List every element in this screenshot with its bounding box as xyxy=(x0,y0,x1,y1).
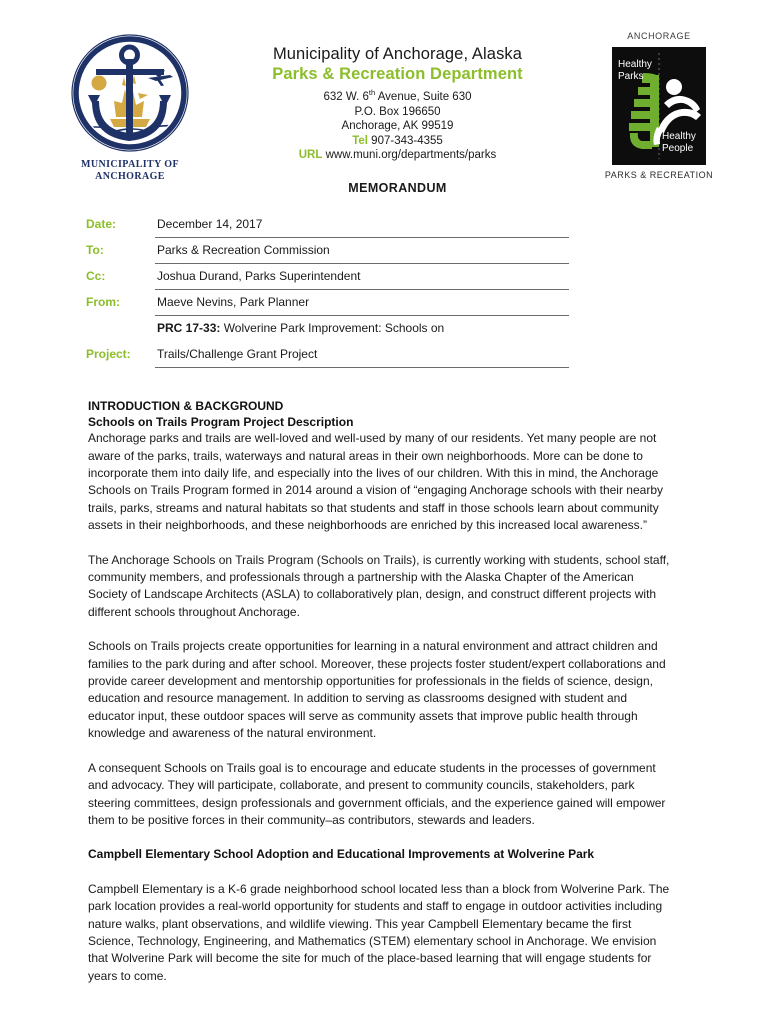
address-line-url xyxy=(205,148,590,163)
heading-program-description: Schools on Trails Program Project Description xyxy=(88,414,354,429)
hp-logo-top-caption: ANCHORAGE xyxy=(627,31,691,41)
healthy-parks-healthy-people-logo xyxy=(604,31,714,193)
memo-value-cc[interactable]: Joshua Durand, Parks Superintendent xyxy=(157,269,361,283)
tel-label: Tel xyxy=(352,134,368,147)
anchorage-seal-icon xyxy=(70,33,190,153)
address-line-street xyxy=(205,90,590,105)
memo-rule-cc xyxy=(155,289,569,290)
memo-label-to: To: xyxy=(86,243,104,257)
memo-project-title-line1: Wolverine Park Improvement: Schools on xyxy=(220,321,445,335)
svg-text:Parks: Parks xyxy=(618,71,644,82)
document-header xyxy=(0,0,770,205)
memo-label-project: Project: xyxy=(86,347,131,361)
paragraph-1: Anchorage parks and trails are well-loved and well-used by many of our residents. Yet many people are not aware of the parks, trails, waterways and natural areas in their own neighborhoods. More can be done to incorporate them into daily life, and especially into the lives of our children. With this in mind, the Anchorage Schools on Trails Program formed in 2014 around a vision of “engaging Anchorage schools with their nearby trails, parks, streams and natural habitats so that students and staff in those schools learn about community assets in their neighborhoods, and these neighborhoods are enriched by this increased local awareness.” xyxy=(88,431,663,533)
memo-value-date[interactable]: December 14, 2017 xyxy=(157,217,263,231)
hp-logo-bottom-caption: PARKS & RECREATION xyxy=(604,170,714,180)
memo-row-date xyxy=(86,215,570,241)
address-street-post: Avenue, Suite 630 xyxy=(375,91,472,103)
svg-text:Healthy: Healthy xyxy=(662,131,696,142)
address-line-pobox: P.O. Box 196650 xyxy=(354,105,441,118)
memo-row-project-line1 xyxy=(86,319,570,345)
paragraph-5: Campbell Elementary is a K-6 grade neighborhood school located less than a block from Wolverine Park. The park location provides a real-world opportunity for students and staff to engage in outdoor activities including nature walks, plant observations, and wildlife viewing. This year Campbell Elementary became the first Science, Technology, Engineering, and Mathematics (STEM) elementary school in Anchorage. We envision that Wolverine Park will become the site for much of the place-based learning that will engage students for years to come. xyxy=(88,881,670,983)
header-title-block xyxy=(205,44,590,195)
seal-caption xyxy=(66,159,194,183)
memo-label-date: Date: xyxy=(86,217,117,231)
memo-row-cc xyxy=(86,267,570,293)
memo-value-to[interactable]: Parks & Recreation Commission xyxy=(157,243,330,257)
tel-value: 907-343-4355 xyxy=(371,134,443,147)
memo-label-cc: Cc: xyxy=(86,269,106,283)
memo-rule-date xyxy=(155,237,569,238)
paragraph-2: The Anchorage Schools on Trails Program (Schools on Trails), is currently working with students, school staff, community members, and professionals through a partnership with the Alaska Chapter of the American Society of Landscape Architects (ASLA) to collaboratively plan, design, and construct different projects with different schools throughout Anchorage. xyxy=(88,552,670,619)
memo-project-code: PRC 17-33: xyxy=(157,321,221,335)
address-street-pre: 632 W. 6 xyxy=(323,91,369,103)
heading-introduction-background: INTRODUCTION & BACKGROUND xyxy=(88,399,284,413)
svg-text:People: People xyxy=(662,143,694,154)
seal-caption-line1: MUNICIPALITY OF xyxy=(81,159,179,170)
municipality-of-anchorage-seal xyxy=(66,33,194,193)
memo-value-project-line2[interactable]: Trails/Challenge Grant Project xyxy=(157,347,318,361)
svg-text:Healthy: Healthy xyxy=(618,59,652,70)
memo-value-from[interactable]: Maeve Nevins, Park Planner xyxy=(157,295,310,309)
organization-name: Municipality of Anchorage, Alaska xyxy=(272,45,523,63)
seal-caption-line2: ANCHORAGE xyxy=(95,171,165,182)
memo-value-project-line1[interactable] xyxy=(157,321,569,335)
memo-rule-to xyxy=(155,263,569,264)
header-address-block xyxy=(205,90,590,163)
address-street-ordinal: th xyxy=(368,88,376,98)
paragraph-3: Schools on Trails projects create opportunities for learning in a natural environment and attract children and families to the park during and after school. Moreover, these projects foster student/expert collaborations and provide career development and mentorship opportunities for professionals in the fields of science, design, education and resource management. In addition to serving as classrooms designed with student and educator input, these outdoor spaces will serve as community assets that improve public health through knowledge and awareness of the natural environment. xyxy=(88,639,666,741)
document-body xyxy=(88,399,672,985)
memo-rule-from xyxy=(155,315,569,316)
memo-rule-project xyxy=(155,367,569,368)
memo-row-from xyxy=(86,293,570,319)
memo-row-to xyxy=(86,241,570,267)
memo-label-from: From: xyxy=(86,295,120,309)
healthy-parks-people-icon xyxy=(612,47,706,165)
address-line-city: Anchorage, AK 99519 xyxy=(341,120,454,132)
url-label: URL xyxy=(298,149,323,161)
memo-row-project-line2 xyxy=(86,345,570,371)
department-name: Parks & Recreation Department xyxy=(272,65,523,83)
heading-campbell-elementary: Campbell Elementary School Adoption and Educational Improvements at Wolverine Park xyxy=(88,847,595,862)
hp-logo-panel xyxy=(612,47,706,165)
url-value[interactable]: www.muni.org/departments/parks xyxy=(325,149,497,161)
paragraph-4: A consequent Schools on Trails goal is to encourage and educate students in the processes of government and advocacy. They will participate, collaborate, and present to community councils, stakeholders, park steering committees, design professionals and government officials, and the experience gained will empower them to be positive forces in their community–as contributors, stewards and leaders. xyxy=(88,760,666,827)
address-line-tel xyxy=(205,134,590,149)
memorandum-title: MEMORANDUM xyxy=(348,180,447,195)
